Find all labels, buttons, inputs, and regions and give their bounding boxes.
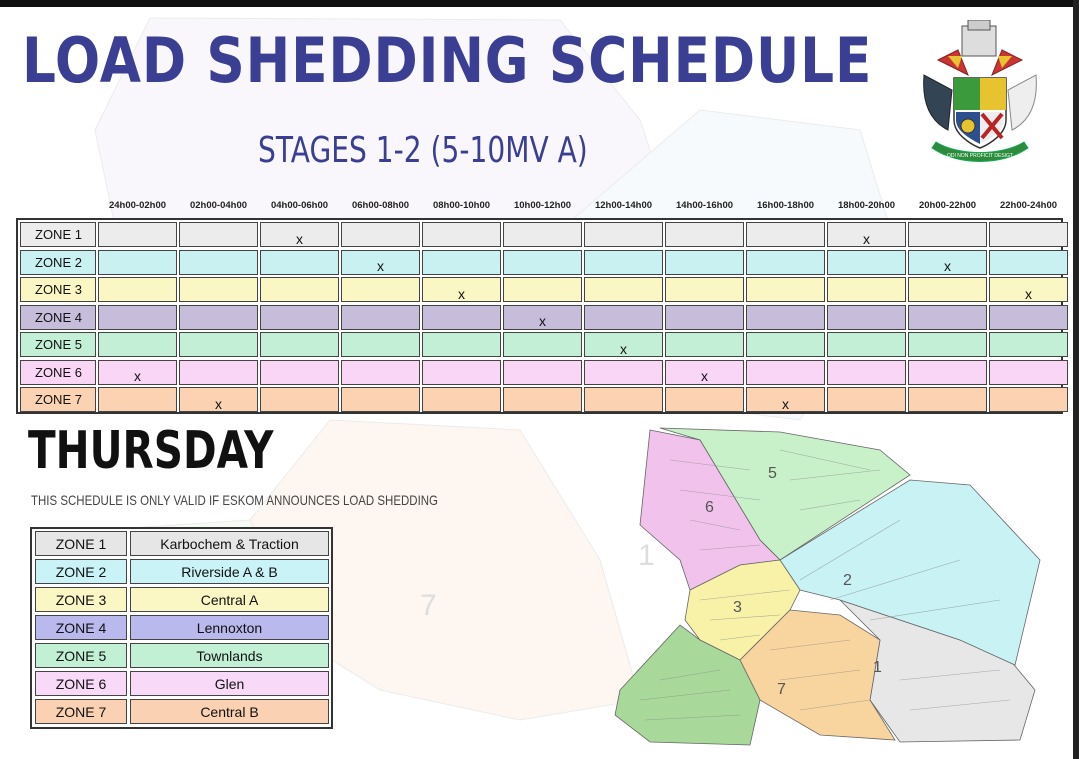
time-slot-header: 14h00-16h00	[675, 200, 734, 211]
time-slot-cell	[422, 305, 501, 330]
time-slot-cell	[98, 250, 177, 275]
time-slot-header: 18h00-20h00	[837, 200, 896, 211]
bg-map-label-1: 1	[638, 539, 655, 572]
legend-row	[35, 671, 329, 696]
legend-row	[35, 531, 329, 556]
time-slot-cell	[746, 387, 825, 412]
time-slot-cell	[827, 332, 906, 357]
time-slot-cell	[584, 360, 663, 385]
time-slot-cell	[260, 332, 339, 357]
schedule-table	[16, 218, 1063, 414]
time-slot-cell	[260, 222, 339, 247]
legend-area-name: Riverside A & B	[130, 559, 329, 584]
time-slot-cell	[98, 360, 177, 385]
zone-label-cell: ZONE 2	[20, 250, 96, 275]
schedule-row	[20, 277, 1070, 302]
bg-map-label-7: 7	[420, 589, 437, 622]
time-slot-cell	[665, 387, 744, 412]
legend-row	[35, 615, 329, 640]
time-slot-cell	[341, 360, 420, 385]
legend-area-name: Central B	[130, 699, 329, 724]
time-slot-cell	[827, 222, 906, 247]
legend-zone-label: ZONE 3	[35, 587, 127, 612]
time-slot-header: 16h00-18h00	[756, 200, 815, 211]
time-slot-cell	[746, 332, 825, 357]
time-slot-cell	[665, 360, 744, 385]
time-slot-cell	[260, 360, 339, 385]
time-slot-cell	[179, 250, 258, 275]
time-slot-header: 20h00-22h00	[918, 200, 977, 211]
time-slot-cell	[422, 222, 501, 247]
shedding-mark: x	[377, 258, 384, 274]
shedding-mark: x	[620, 340, 627, 357]
shedding-mark: x	[215, 395, 222, 412]
time-slot-cell	[260, 250, 339, 275]
shedding-mark: x	[701, 368, 708, 384]
time-slot-cell	[98, 332, 177, 357]
time-slot-cell	[98, 277, 177, 302]
schedule-row	[20, 360, 1070, 385]
time-slot-cell	[908, 277, 987, 302]
main-zone-map	[615, 428, 1040, 745]
time-slot-cell	[989, 277, 1068, 302]
time-slot-header: 06h00-08h00	[351, 200, 410, 211]
time-slot-cell	[503, 332, 582, 357]
time-slot-cell	[908, 305, 987, 330]
legend-area-name: Karbochem & Traction	[130, 531, 329, 556]
shedding-mark: x	[944, 258, 951, 274]
legend-zone-label: ZONE 2	[35, 559, 127, 584]
time-slot-cell	[179, 277, 258, 302]
time-slot-cell	[179, 360, 258, 385]
time-slot-cell	[422, 360, 501, 385]
time-slot-cell	[827, 387, 906, 412]
time-slot-cell	[341, 222, 420, 247]
shedding-mark: x	[539, 313, 546, 329]
time-slot-cell	[503, 360, 582, 385]
legend-area-name: Townlands	[130, 643, 329, 668]
time-slot-cell	[422, 250, 501, 275]
schedule-row	[20, 305, 1070, 330]
svg-text:ODI NON PROFICIT DESIGT: ODI NON PROFICIT DESIGT	[946, 153, 1014, 159]
zone-label-cell: ZONE 1	[20, 222, 96, 247]
time-slot-cell	[827, 250, 906, 275]
time-slot-cell	[260, 387, 339, 412]
shedding-mark: x	[863, 230, 870, 247]
time-slot-cell	[746, 305, 825, 330]
time-slot-cell	[98, 222, 177, 247]
time-slot-cell	[746, 277, 825, 302]
time-slot-header: 12h00-14h00	[594, 200, 653, 211]
schedule-row	[20, 250, 1070, 275]
time-slot-cell	[989, 305, 1068, 330]
time-slot-cell	[422, 387, 501, 412]
time-slot-cell	[341, 277, 420, 302]
schedule-row	[20, 222, 1070, 247]
time-slot-cell	[908, 360, 987, 385]
time-slot-header: 04h00-06h00	[270, 200, 329, 211]
time-slot-cell	[179, 332, 258, 357]
map-label-3: 3	[733, 599, 742, 616]
time-slot-cell	[746, 360, 825, 385]
time-slot-cell	[989, 250, 1068, 275]
time-slot-header: 22h00-24h00	[999, 200, 1058, 211]
time-slot-cell	[179, 387, 258, 412]
time-slot-cell	[908, 222, 987, 247]
legend-row	[35, 699, 329, 724]
map-label-5: 5	[768, 465, 777, 482]
map-label-2: 2	[843, 572, 852, 589]
legend-area-name: Glen	[130, 671, 329, 696]
page-subtitle: STAGES 1-2 (5-10MV A)	[258, 130, 588, 171]
shedding-mark: x	[134, 368, 141, 384]
time-slot-header: 08h00-10h00	[432, 200, 491, 211]
zone-label-cell: ZONE 5	[20, 332, 96, 357]
time-slot-cell	[665, 332, 744, 357]
time-slot-cell	[665, 305, 744, 330]
time-slot-cell	[341, 387, 420, 412]
zone-label-cell: ZONE 7	[20, 387, 96, 412]
shedding-mark: x	[458, 285, 465, 302]
time-slot-cell	[746, 222, 825, 247]
time-slot-cell	[503, 305, 582, 330]
time-slot-cell	[422, 277, 501, 302]
time-slot-cell	[260, 305, 339, 330]
time-slot-cell	[98, 387, 177, 412]
time-slot-header: 02h00-04h00	[189, 200, 248, 211]
time-slot-cell	[665, 277, 744, 302]
time-slot-cell	[503, 222, 582, 247]
time-slot-cell	[584, 222, 663, 247]
time-slot-cell	[584, 277, 663, 302]
zone-label-cell: ZONE 4	[20, 305, 96, 330]
time-slot-cell	[827, 305, 906, 330]
time-slot-cell	[908, 332, 987, 357]
legend-zone-label: ZONE 6	[35, 671, 127, 696]
map-label-1: 1	[873, 659, 882, 676]
time-slot-cell	[503, 277, 582, 302]
schedule-row	[20, 332, 1070, 357]
schedule-row	[20, 387, 1070, 412]
time-slot-header: 24h00-02h00	[108, 200, 167, 211]
legend-zone-label: ZONE 7	[35, 699, 127, 724]
day-heading: THURSDAY	[28, 421, 274, 481]
time-slot-cell	[584, 332, 663, 357]
time-slot-cell	[422, 332, 501, 357]
time-slot-header: 10h00-12h00	[513, 200, 572, 211]
shedding-mark: x	[782, 395, 789, 412]
shedding-mark: x	[296, 230, 303, 247]
time-slot-cell	[989, 360, 1068, 385]
time-slot-cell	[665, 222, 744, 247]
zone-label-cell: ZONE 6	[20, 360, 96, 385]
time-slot-cell	[179, 222, 258, 247]
time-slot-cell	[584, 387, 663, 412]
validity-note: THIS SCHEDULE IS ONLY VALID IF ESKOM ANNOUNCES LOAD SHEDDING	[31, 492, 439, 508]
legend-area-name: Central A	[130, 587, 329, 612]
shedding-mark: x	[1025, 285, 1032, 302]
map-label-6: 6	[705, 499, 714, 516]
time-slot-cell	[827, 277, 906, 302]
time-slot-cell	[989, 332, 1068, 357]
time-slot-cell	[827, 360, 906, 385]
time-slot-cell	[746, 250, 825, 275]
time-slot-cell	[341, 250, 420, 275]
municipal-crest-logo	[918, 20, 1042, 168]
time-slot-cell	[584, 305, 663, 330]
page-title: LOAD SHEDDING SCHEDULE	[22, 24, 873, 97]
time-slot-cell	[341, 305, 420, 330]
zone-label-cell: ZONE 3	[20, 277, 96, 302]
time-slot-cell	[260, 277, 339, 302]
time-slot-cell	[503, 250, 582, 275]
legend-area-name: Lennoxton	[130, 615, 329, 640]
time-slot-cell	[908, 250, 987, 275]
time-slot-cell	[179, 305, 258, 330]
time-slot-cell	[665, 250, 744, 275]
time-slot-cell	[584, 250, 663, 275]
time-slot-cell	[989, 222, 1068, 247]
legend-zone-label: ZONE 1	[35, 531, 127, 556]
time-slot-cell	[98, 305, 177, 330]
legend-row	[35, 643, 329, 668]
time-slot-cell	[341, 332, 420, 357]
time-slot-cell	[989, 387, 1068, 412]
time-slot-cell	[503, 387, 582, 412]
map-label-7: 7	[777, 681, 786, 698]
legend-zone-label: ZONE 4	[35, 615, 127, 640]
time-slot-cell	[908, 387, 987, 412]
zone-legend-table	[30, 527, 333, 729]
legend-row	[35, 559, 329, 584]
legend-row	[35, 587, 329, 612]
legend-zone-label: ZONE 5	[35, 643, 127, 668]
